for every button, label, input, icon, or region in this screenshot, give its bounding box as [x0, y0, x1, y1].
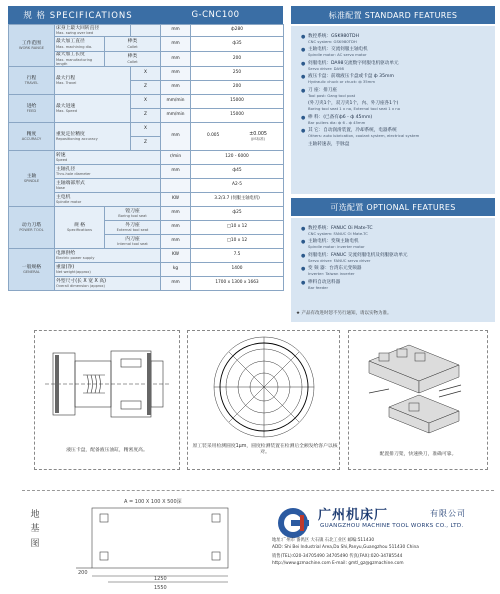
company-name-cn-suffix: 有限公司 [430, 509, 466, 518]
bullet-icon: ● [301, 266, 306, 273]
address-cn: 地址:广州市 番禺区 大石镇 石北工业区 邮编:511430 [272, 538, 375, 543]
web-email: http://www.gzmachine.com E-mail: gmtl_gz@gzmachine.com [272, 561, 404, 566]
row-speed: 转速 Speed [55, 151, 161, 165]
feature-item: ● 伺服电机：DA98交流数字伺服电机驱动单元 Servo driver: DA98 [301, 60, 399, 71]
hydraulic-chuck-illustration [35, 331, 181, 441]
standard-features-list [291, 26, 495, 194]
row-rapid: 最大进速 Max. Speed [55, 95, 131, 123]
row-motor: 主电机 Spindle motor [55, 193, 161, 207]
row-power-supply: 电源供给 Electric power supply [55, 249, 161, 263]
feature-item: ● 数控系统：GSK980TDH CNC system: GSK980TDH [301, 34, 360, 44]
bullet-icon: ● [301, 114, 306, 121]
disclaimer-note: ★ 产品有改进时恕不另行通知，请以实物为准。 [296, 311, 392, 316]
dim-top: A = 100 X 100 X 500深 [124, 499, 182, 505]
bullet-icon: ● [301, 87, 306, 94]
divider [22, 490, 494, 491]
feature-item: ● 棒料自动送料器 Bar feeder [301, 279, 341, 290]
spec-title: 规 格 SPECIFICATIONS [23, 11, 133, 21]
feature-item: (外刀夹1个，双刀夹1个，內、外刀座各1个) Boring tool seat 1 x no, External tool seat 1 x no [308, 101, 401, 112]
feature-item: ● 液压卡盘：前端液压卡盘或卡盘 ф 35mm Hydraulic chuck or chuck: ф 35mm [301, 74, 394, 85]
unit: mm [161, 52, 191, 67]
spec-grid: 工作范围 WORK RANGE 床身上最大回转直径 Max. swing over bed mm ф280 最大加工直径 Max. machining dia. 棒类 Collet mm ф35 最大加工长度 Max. manufacturing length 棒类 Collet mm 200 行程 TRAVEL 最大行程 Max. Travel X mm 250 Z mm 200 进给 FEED 最大进速 Max. Speed X mm/min 15000 Z mm/min 15000 精度 ACCURACY 重复定位精度 Repositioning accuracy X mm 0.005 ±0.005 (JIS标准) Z 主轴 SPINDLE 转速 Speed r/min 120 - 6000 主轴孔径 Thru-hole diameter mm ф45 主轴端部形式 Nose A2-5 主电机 Spindle motor KW 3.2/3.7 (伺服主轴电机) 动力刀塔 POWER TOOL 规 格 Specifications 镗刀座 Boring tool seat mm ф25 外刀座 External tool seat mm □10 x 12 内刀座 Internal tool seat mm □10 x 12 一般规格 GENERAL 电源供给 Electric power supply KW 7.5 重量(净) Net weight(approx) kg 1400 外型尺寸(长 X 宽 X 高) Overall dimension (approx) mm 1700 x 1300 x 1663 [8, 24, 284, 291]
dim-a: 200 [78, 570, 88, 576]
feature-item: ● 伺服电机：FANUC 交流伺服电机及伺服驱动单元 Servo driver: FANUC servo driver [301, 252, 408, 263]
row-external: 外刀座 External tool seat [105, 221, 161, 235]
group-accuracy: 精度 ACCURACY [9, 123, 55, 151]
bullet-icon: ● [301, 74, 306, 81]
group-travel: 行程 TRAVEL [9, 67, 55, 95]
group-work-range: 工作范围 WORK RANGE [9, 25, 55, 67]
bullet-icon: ● [301, 279, 306, 286]
chuck-caption: 液压卡盘，配备液压油缸，精密度高。 [66, 448, 148, 453]
optional-features-list [291, 218, 495, 322]
feature-item: ● 变 频 器：台湾东元变频器 Inverter: Taiwan inverter [301, 266, 362, 277]
row-boring: 镗刀座 Boring tool seat [105, 207, 161, 221]
company-logo [272, 506, 314, 540]
bullet-icon: ● [301, 34, 306, 40]
bullet-icon: ● [301, 128, 306, 135]
row-max-dia: 最大加工直径 Max. machining dia. [55, 37, 105, 52]
foundation-label: 地 基 图 [30, 510, 40, 549]
value: ф280 [191, 25, 284, 37]
address-en: ADD: Shi Bei Industrial Area,Da Shi,Panyu,Guangzhou 511430 China [272, 545, 419, 550]
group-spindle: 主轴 SPINDLE [9, 151, 55, 207]
value: 200 [191, 52, 284, 67]
value: ф35 [191, 37, 284, 52]
phone-fax: 销售(TEL):020-34705490 34705490 传真(FAX):020-34785544 [272, 554, 403, 559]
unit: mm [161, 25, 191, 37]
feature-item: ● 数控系统：FANUC Oi Mate-TC CNC system: FANUC Oi Mate-TC [301, 226, 373, 236]
feature-item: ● 主轴电机：变频主轴电机 Spindle motor: inverter motor [301, 239, 365, 250]
bullet-icon: ● [301, 60, 306, 67]
roundness-chart-illustration [188, 331, 341, 443]
model-name: G-CNC100 [191, 10, 240, 20]
feature-item: ● 刀 座：排刀座 Tool post: Gang tool post [301, 87, 356, 98]
group-general: 一般规格 GENERAL [9, 249, 55, 291]
accuracy-value: 0.005 [206, 133, 220, 139]
roundness-caption: 原工装采用检测圆度1μm，圆度检测装置在检测后全额发给客户以核对。 [192, 444, 338, 456]
row-dimension: 外型尺寸(长 X 宽 X 高) Overall dimension (approx) [55, 277, 161, 291]
tool-post-caption: 配置排刀架，快速换刀，准确可靠。 [379, 452, 457, 457]
foundation-drawing [56, 494, 256, 592]
tool-post-drawing [348, 330, 488, 470]
row-nose: 主轴端部形式 Nose [55, 179, 161, 193]
bullet-icon: ● [301, 252, 306, 259]
unit: mm [161, 37, 191, 52]
specifications-table [8, 6, 283, 322]
group-feed: 进给 FEED [9, 95, 55, 123]
bullet-icon: ● [301, 239, 306, 246]
feature-item: ● 棒 料：(已备有ф6 - ф 45mm) Bar pullers dia: ф 6 - ф 45mm [301, 114, 373, 125]
row-max-len: 最大加工长度 Max. manufacturing length [55, 52, 105, 67]
bullet-icon: ● [301, 226, 306, 232]
feature-item: ● 主轴电机：交流伺服主轴电机 Spindle motor: AC servo motor [301, 47, 368, 58]
row-internal: 内刀座 Internal tool seat [105, 235, 161, 249]
feature-item: 主轴转速表，手脉盘 [308, 141, 350, 147]
row-through-hole: 主轴孔径 Thru-hole diameter [55, 165, 161, 179]
company-name-cn: 广州机床厂 [318, 508, 389, 523]
row-weight: 重量(净) Net weight(approx) [55, 263, 161, 277]
row-max-swing: 床身上最大回转直径 Max. swing over bed [55, 25, 131, 37]
standard-features-title: 标准配置 STANDARD FEATURES [291, 6, 495, 24]
gang-tool-post-illustration [349, 331, 489, 449]
company-name-en: GUANGZHOU MACHINE TOOL WORKS CO., LTD. [320, 523, 464, 529]
row-max-travel: 最大行程 Max. Travel [55, 67, 131, 95]
bullet-icon: ● [301, 47, 306, 54]
spec-header [8, 6, 283, 24]
optional-features-title: 可选配置 OPTIONAL FEATURES [291, 198, 495, 216]
row-tool-spec: 规 格 Specifications [55, 207, 105, 249]
dim-b: 1250 [154, 576, 167, 582]
group-power-tool: 动力刀塔 POWER TOOL [9, 207, 55, 249]
feature-item: ● 其 它：自动润滑装置，冷却系统，电器系统 Others: auto lubrication, coolant system, electrical system [301, 128, 420, 139]
dim-c: 1550 [154, 585, 167, 591]
row-accuracy: 重复定位精度 Repositioning accuracy [55, 123, 131, 151]
